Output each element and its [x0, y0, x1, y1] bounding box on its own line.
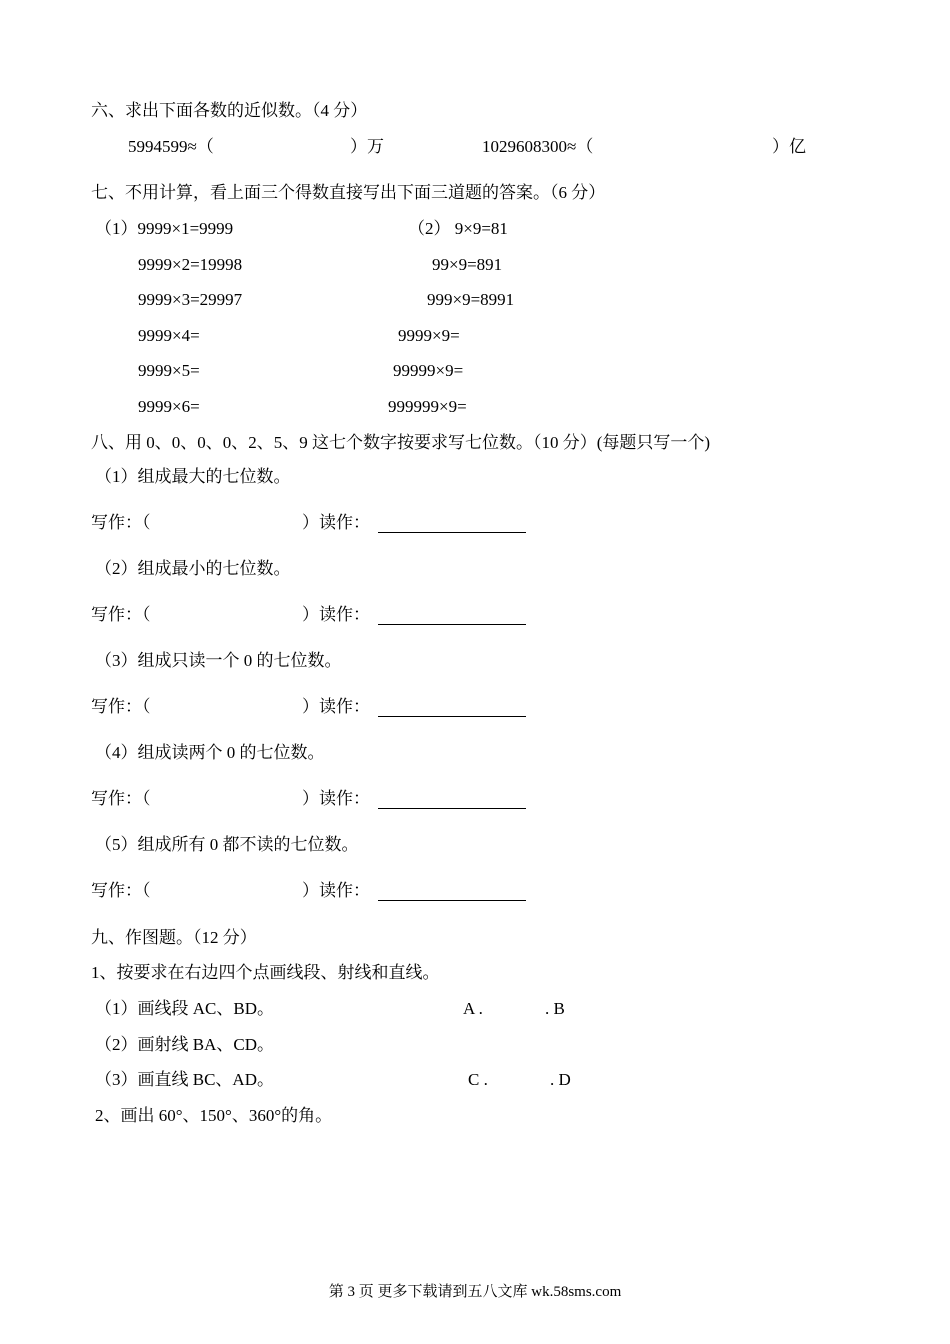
- write-label: 写作：（: [91, 513, 151, 532]
- read-label: ）读作：: [302, 513, 370, 532]
- calc-left-5: 9999×5=: [138, 361, 200, 380]
- point-b-label: . B: [545, 999, 565, 1018]
- calc-right-6: 999999×9=: [388, 397, 467, 416]
- write-label: 写作：（: [91, 789, 151, 808]
- page-footer: 第 3 页 更多下载请到五八文库 wk.58sms.com: [328, 1284, 622, 1300]
- calc-right-4: 9999×9=: [398, 326, 460, 345]
- write-label: 写作：（: [91, 697, 151, 716]
- approx-q2-number: 1029608300≈（: [482, 137, 594, 156]
- read-answer-blank[interactable]: [378, 882, 526, 901]
- point-a-label: A .: [463, 999, 483, 1018]
- drawing-q1: 1、按要求在右边四个点画线段、射线和直线。: [91, 963, 440, 982]
- approx-q2-unit: ）亿: [772, 137, 806, 156]
- calc-right-2: 99×9=891: [432, 255, 503, 274]
- calc-right-5: 99999×9=: [393, 361, 464, 380]
- read-answer-blank[interactable]: [378, 514, 526, 533]
- calc-left-3: 9999×3=29997: [138, 290, 243, 309]
- digit-task-4: （4）组成读两个 0 的七位数。: [95, 743, 325, 762]
- read-answer-blank[interactable]: [378, 790, 526, 809]
- calc-right-1: （2） 9×9=81: [408, 219, 508, 238]
- digit-task-2: （2）组成最小的七位数。: [95, 559, 291, 578]
- section-8-title: 八、用 0、0、0、0、2、5、9 这七个数字按要求写七位数。（10 分）(每题只写一个): [91, 433, 711, 452]
- calc-left-1: （1）9999×1=9999: [95, 219, 234, 238]
- digit-task-5: （5）组成所有 0 都不读的七位数。: [95, 835, 359, 854]
- read-label: ）读作：: [302, 881, 370, 900]
- read-answer-blank[interactable]: [378, 606, 526, 625]
- point-c-label: C .: [468, 1070, 488, 1089]
- point-d-label: . D: [550, 1070, 571, 1089]
- calc-left-2: 9999×2=19998: [138, 255, 243, 274]
- read-label: ）读作：: [302, 605, 370, 624]
- drawing-q2: 2、画出 60°、150°、360°的角。: [95, 1106, 333, 1125]
- approx-q1-unit: ）万: [350, 137, 384, 156]
- write-label: 写作：（: [91, 605, 151, 624]
- drawing-sub-1: （1）画线段 AC、BD。: [95, 999, 274, 1018]
- approx-q1-number: 5994599≈（: [128, 137, 214, 156]
- section-7-title: 七、不用计算，看上面三个得数直接写出下面三道题的答案。（6 分）: [91, 183, 606, 202]
- read-label: ）读作：: [302, 697, 370, 716]
- drawing-sub-2: （2）画射线 BA、CD。: [95, 1035, 274, 1054]
- section-9-title: 九、作图题。（12 分）: [91, 928, 257, 947]
- calc-right-3: 999×9=8991: [427, 290, 515, 309]
- calc-left-6: 9999×6=: [138, 397, 200, 416]
- read-answer-blank[interactable]: [378, 698, 526, 717]
- read-label: ）读作：: [302, 789, 370, 808]
- write-label: 写作：（: [91, 881, 151, 900]
- section-6-title: 六、求出下面各数的近似数。（4 分）: [91, 101, 368, 120]
- calc-left-4: 9999×4=: [138, 326, 200, 345]
- digit-task-3: （3）组成只读一个 0 的七位数。: [95, 651, 342, 670]
- drawing-sub-3: （3）画直线 BC、AD。: [95, 1070, 274, 1089]
- digit-task-1: （1）组成最大的七位数。: [95, 467, 291, 486]
